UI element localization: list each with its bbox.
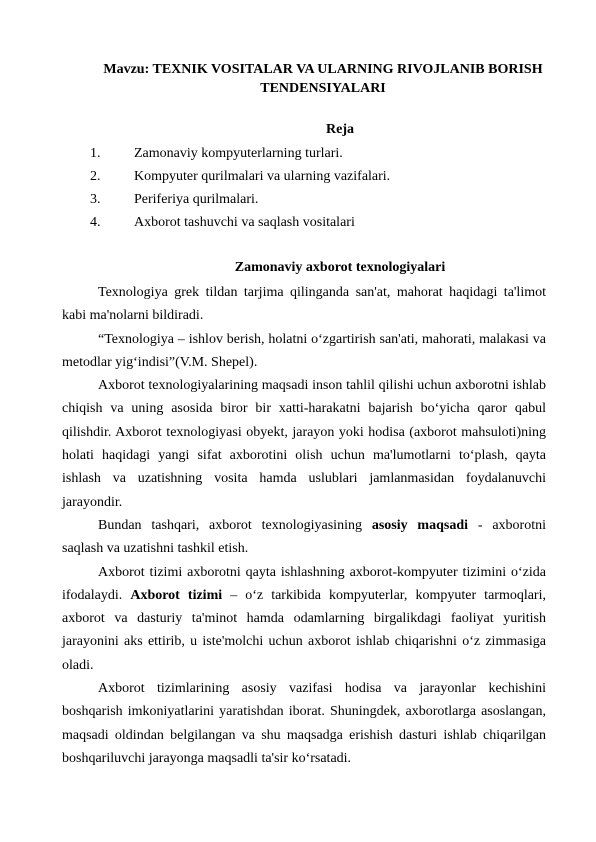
- plan-item: [90, 190, 390, 213]
- paragraph: [62, 561, 546, 677]
- plan-item-text: Kompyuter qurilmalari va ularning vazifalari.: [134, 169, 391, 184]
- plan-list: [90, 144, 390, 236]
- paragraph-text: Axborot tizimi axborotni qayta ishlashning axborot-kompyuter tizimini o‘zida ifodalaydi.: [62, 564, 546, 603]
- paragraph: Axborot tizimlarining asosiy vazifasi hodisa va jarayonlar kechishini boshqarish imkoniyatlarini yaratishdan iborat. Shuningdek, axborotlarga asoslangan, maqsadi oldindan belgilangan va shu maqsadga erishish dasturi ishlab chiqarilgan boshqariluvchi jarayonga maqsadli ta'sir ko‘rsatadi.: [62, 681, 546, 766]
- plan-item: [90, 213, 390, 236]
- document-title: Mavzu: TEXNIK VOSITALAR VA ULARNING RIVOJLANIB BORISH TENDENSIYALARI: [103, 62, 543, 96]
- paragraph: “Texnologiya – ishlov berish, holatni o‘zgartirish san'ati, mahorati, malakasi va metodlar yig‘indisi”(V.M. Shepel).: [62, 331, 546, 370]
- paragraph-text: – o‘z tarkibida kompyuterlar, kompyuter tarmoqlari, axborot va dasturiy ta'minot hamda odamlarning birgalikdagi faoliyat yuritish jarayonini aks ettirib, u iste'molchi uchun axborot ishlab chiqarishni o‘z zimmasiga oladi.: [62, 587, 546, 673]
- plan-heading: Reja: [326, 122, 354, 137]
- plan-item-number: 3.: [90, 192, 101, 207]
- paragraph-text: Bundan tashqari, axborot texnologiyasining: [98, 517, 372, 533]
- plan-item: [90, 167, 390, 190]
- plan-item-number: 4.: [90, 215, 101, 230]
- body-text: [62, 281, 546, 770]
- section-heading: Zamonaviy axborot texnologiyalari: [234, 260, 446, 275]
- paragraph-text: - axborotni saqlash va uzatishni tashkil etish.: [62, 517, 547, 557]
- plan-item-number: 2.: [90, 169, 101, 184]
- bold-term: Axborot tizimi: [130, 587, 223, 603]
- plan-item-number: 1.: [90, 146, 101, 161]
- paragraph: Texnologiya grek tildan tarjima qilinganda san'at, mahorat haqidagi ta'limot kabi ma'nolarni bildiradi.: [62, 285, 546, 324]
- plan-item-text: Axborot tashuvchi va saqlash vositalari: [134, 215, 355, 230]
- paragraph: Axborot texnologiyalarining maqsadi inson tahlil qilishi uchun axborotni ishlab chiqish va uning asosida biror bir xatti-harakatni bajarish bo‘yicha qaror qabul qilishdir. Axborot texnologiyasi obyekt, jarayon yoki hodisa (axborot mahsuloti)ning holati haqidagi yangi sifat axborotini olish uchun ma'lumotlarni to‘plash, qayta ishlash va uzatishning vosita hamda uslublari jamlanmasidan foydalanuvchi jarayondir.: [62, 378, 546, 510]
- bold-term: asosiy maqsadi: [371, 517, 469, 533]
- plan-item: [90, 144, 390, 167]
- paragraph: [62, 514, 546, 561]
- plan-item-text: Zamonaviy kompyuterlarning turlari.: [134, 146, 343, 161]
- plan-item-text: Periferiya qurilmalari.: [134, 192, 259, 207]
